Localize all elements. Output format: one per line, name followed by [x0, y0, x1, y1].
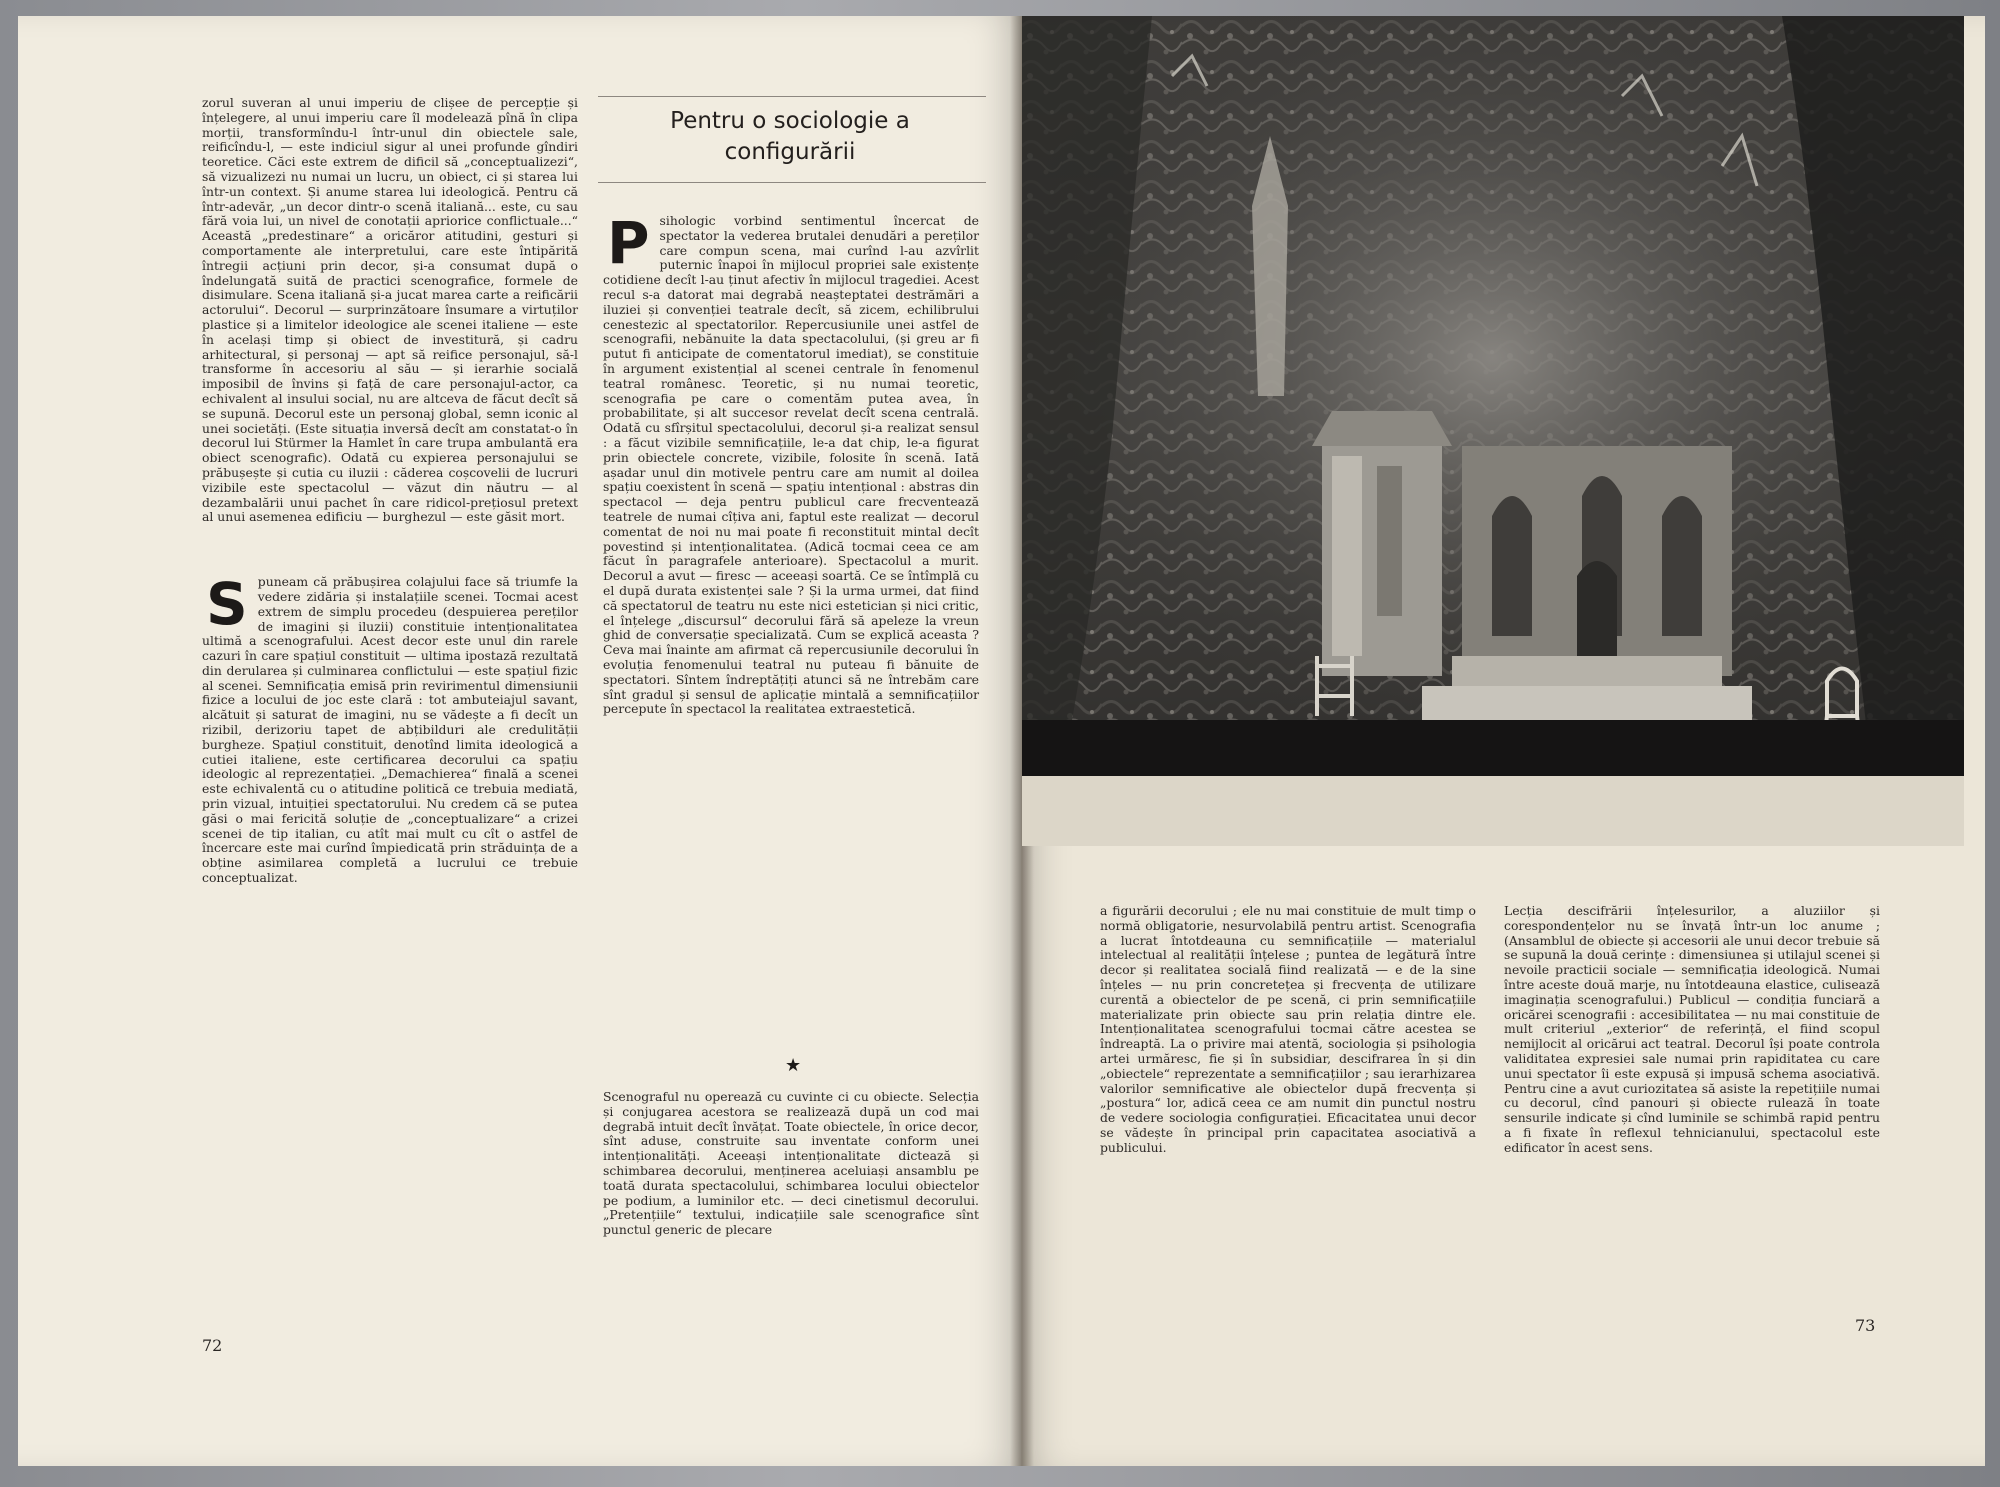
photo-bottom-strip — [1022, 776, 1964, 846]
article-title: Pentru o sociologie a configurării — [670, 108, 910, 165]
left-column-2-bottom — [603, 1090, 979, 1238]
right-column-2 — [1504, 904, 1880, 1156]
column-2-text-top — [603, 209, 979, 717]
section-star-divider: ★ — [785, 1055, 802, 1076]
stage-set-photograph — [1022, 16, 1964, 776]
column-1-text-top: zorul suveran al unui imperiu de clișee de percepție și înțelegere, al unui imperiu care îl modelează pînă în clipa morții, transformîndu-l într-unul din obiectele sale, reificîndu-l, — este indiciul sigur al unei profunde gîndiri teoretice. Căci este extrem de dificil să „conceptualizezi“, să vizualizezi nu numai un lucru, un obiect, ci și starea lui într-un context. Și anume starea lui ideologică. Pentru că într-adevăr, „un decor dintr-o scenă italiană... este, cu sau fără voia lui, un nivel de conotații apriorice conflictuale...“ Această „predestinare“ a oricăror atitudini, gesturi și comportamente ale interpretului, care este întipărită întregii acțiuni prin decor, și-a consumat după o îndelungată suită de practici scenografice, formele de disimulare. Scena italiană și-a jucat marea carte a reificării actorului“. Decorul — surprinzătoare însumare a virtuților plastice și a limitelor ideologice ale scenei italiene — este în același timp și obiect de investitură, și cadru arhitectural, și personaj — apt să reifice personajul, să-l transforme în accesoriu al său — și ierarhie socială imposibil de învins și față de care personajul-actor, ca echivalent al insului social, nu are altceva de făcut decît să se supună. Decorul este un personaj global, semn iconic al unei societăți. (Este situația inversă decît am constatat-o în decorul lui Stürmer la Hamlet în care trupa ambulantă era obiect scenografic). Odată cu expierea personajului se prăbușește și cutia cu iluzii : căderea coșcovelii de lucruri vizibile este spectacolul — văzut din năutru — al dezambalării unui pachet în care ridicol-prețiosul pretext al unui asemenea edificiu — burghezul — este găsit mort. — [202, 95, 578, 525]
left-column-1 — [202, 96, 578, 886]
stage-set-photograph-image — [1022, 16, 1964, 776]
column-2-intro: sihologic vorbind sentimentul încercat de spectator la vederea brutalei denudări a pereților care compun scena, mai curînd l-au azvîrlit puternic înapoi în mijlocul propriei sale existențe cotidiene decît l-au ținut afectiv în mijlocul tragediei. Acest recul s-a datorat mai degrabă neașteptatei destrămări a iluziei și convenției teatrale decît, să zicem, echilibrului cenestezic al spectatorilor. Repercusiunile unei astfel de scenografii, nebănuite la data spectacolului, (și greu ar fi putut fi anticipate de comentatorul imediat), se constituie în argument existențial al scenei centrale în fenomenul teatral românesc. Teoretic, și nu numai teoretic, scenografia pe care o comentăm putea avea, în probabilitate, și alt succesor revelat decît scena centrală. Odată cu sfîrșitul spectacolului, decorul și-a realizat sensul : a făcut vizibile semnificațiile, le-a dat chip, le-a figurat prin obiectele concrete, vizibile, folosite în scenă. Iată așadar unul din motivele pentru care am numit al doilea spațiu coexistent în scenă — spațiu intențional : abstras din spectacol — deja pentru publicul care frecventează teatrele de numai cîțiva ani, faptul este realizat — decorul comentat de noi nu mai poate fi reconstituit mintal decît povestind și intenționalitatea. (Adică tocmai ceea ce am făcut în paragrafele anterioare). Spectacolul a murit. Decorul a avut — firesc — aceeași soartă. Ce se întîmplă cu el după durata existenței sale ? Și la urma urmei, dat fiind că spectatorul de teatru nu este nici estetician și nici critic, el înțelege „discursul“ decorului fără să apeleze la vreun ghid de conversație specializată. Cum se explică aceasta ? Ceva mai înainte am afirmat că repercusiunile decorului în evoluția fenomenului teatral nu puteau fi bănuite de spectatori. Sîntem îndreptățiți atunci să ne întrebăm care sînt gradul și sensul de aplicație mintală a semnificațiilor percepute în spectacol la realitatea extraestetică. — [603, 213, 979, 717]
column-1-continuation: Tocmai acest extrem de simplu procedeu (despuierea pereților de imagini și iluzii) constituie intenționalitatea ultimă a scenografului. Acest decor este unul din rarele cazuri în care spațiul constituit — ultima ipostază rezultată din derularea și culminarea conflictului — este spațiul fizic al scenei. Semnificația emisă prin revirimentul dimensiunii fizice a locului de joc este clară : tot ambuteiajul savant, alcătuit și saturat de imagini, nu se vădește a fi decît un rizibil, derizoriu tapet de abțibilduri ale credulității burgheze. Spațiul constituit, denotînd limita ideologică a cutiei italiene, este certificarea decorului ca spațiu ideologic al reprezentației. „Demachierea“ finală a scenei este echivalentă cu o atitudine politică ce trebuia mediată, prin vizual, intuiției spectatorului. Nu credem că se putea găsi o mai fericită soluție de „conceptualizare“ a crizei scenei de tip italian, cu atît mai mult cu cît o astfel de încercare este mai curînd împiedicată prin străduința de a obține asimilarea completă a lucrului ce trebuie conceptualizat. — [202, 588, 578, 886]
page-number-right: 73 — [1855, 1316, 1876, 1335]
column-1-text-bottom — [202, 570, 578, 886]
column-2-text-bottom: Scenograful nu operează cu cuvinte ci cu obiecte. Selecția și conjugarea acestora se realizează după un cod mai degrabă intuit decît învățat. Toate obiectele, în orice decor, sînt aduse, construite sau inventate conform unei intenționalități. Aceeași intenționalitate dictează și schimbarea decorului, menținerea aceluiași ansamblu pe toată durata spectacolului, schimbarea locului obiectelor pe podium, a luminilor etc. — deci cinetismul decorului. „Pretențiile“ textului, indicațiile sale scenografice sînt punctul generic de plecare — [603, 1089, 979, 1238]
right-column-2-text: Lecția descifrării înțelesurilor, a aluziilor și corespondențelor nu se învață într-un loc anume ; (Ansamblul de obiecte și accesorii ale unui decor trebuie să se supună la două cerințe : dimensiunea și utilajul scenei și nevoile practicii sociale — semnificația ideologică. Numai între aceste două marje, nu întotdeauna elastice, culisează imaginația scenografului.) Publicul — condiția funciară a oricărei scenografii : accesibilitatea — nu mai constituie de mult criteriul „exterior“ de referință, el fiind scopul nemijlocit al oricărui act teatral. Decorul își poate controla validitatea expresiei sale numai prin rapiditatea cu care unui spectator îi este expusă și impusă schema asociativă. Pentru cine a avut curiozitatea să asiste la repetițiile numai cu decorul, cînd panouri și obiecte rulează în toate sensurile indicate și cînd luminile se schimbă rapid pentru a fi fixate în reflexul tehnicianului, spectacolul este edificator în acest sens. — [1504, 903, 1880, 1155]
section-gap — [202, 525, 578, 575]
page-number-left: 72 — [202, 1336, 223, 1355]
drop-cap-p: P — [607, 209, 650, 277]
right-column-1-text: a figurării decorului ; ele nu mai constituie de mult timp o normă obligatorie, nesurvolabilă pentru artist. Scenografia a lucrat întotdeauna cu semnificațiile — materialul intelectual al realității înțelese ; puntea de legătură între decor și realitatea socială fiind realizată — e de la sine înțeles — nu prin concretețea și frecvența de utilizare curentă a obiectelor de pe scenă, ci prin semnificațiile materializate prin obiecte sau prin relația dintre ele. Intenționalitatea scenografului tocmai către acestea se îndreaptă. La o privire mai atentă, sociologia și psihologia artei urmăresc, fie și în subsidiar, descifrarea în și din „obiectele“ reprezentate a semnificațiilor ; sau ierarhizarea valorilor semnificative ale obiectelor după frecvența și „postura“ lor, adică ceea ce am numit din punctul nostru de vedere sociologia configurației. Eficacitatea unui decor se vădește în principal prin capacitatea asociativă a publicului. — [1100, 903, 1476, 1155]
headline-bottom-rule — [598, 182, 986, 183]
drop-cap-s: S — [206, 570, 248, 639]
drop-cap-lead: puneam că prăbușirea colajului face să triumfe la vedere zidăria și instalațiile scenei. — [257, 574, 578, 604]
right-column-1 — [1100, 904, 1476, 1156]
headline-top-rule — [598, 96, 986, 97]
left-column-2 — [603, 209, 979, 717]
